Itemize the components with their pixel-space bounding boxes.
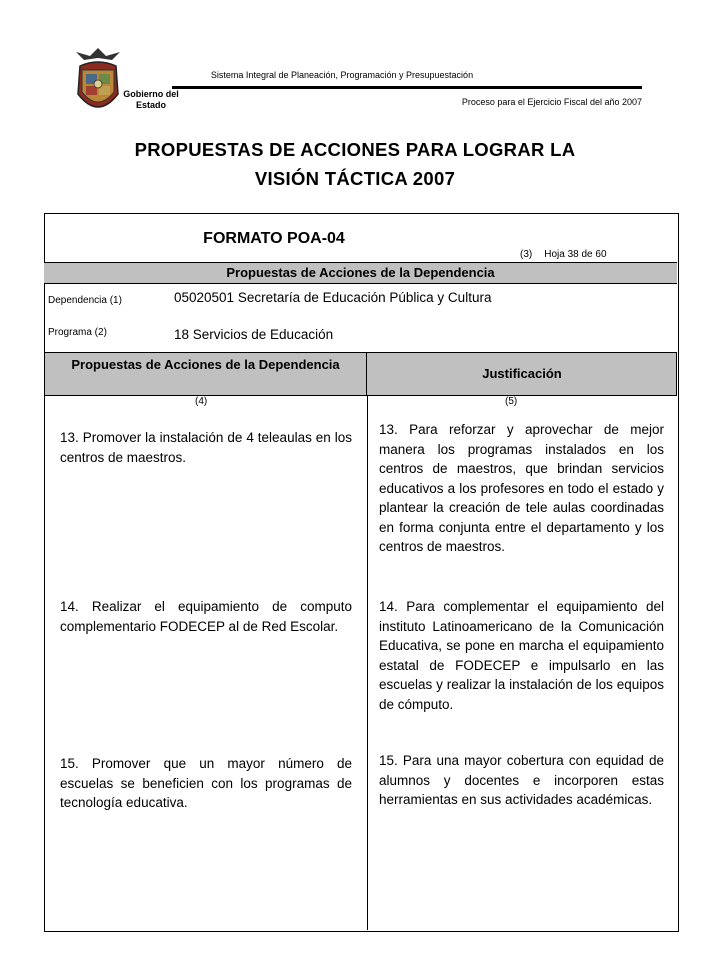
- justification-15: 15. Para una mayor cobertura con equidad de alumnos y docentes e incorporen estas herramientas en sus actividades académicas.: [379, 753, 664, 807]
- sheet-reference: (3): [520, 249, 533, 260]
- action-14: 14. Realizar el equipamiento de computo complementario FODECEP al de Red Escolar.: [60, 599, 352, 634]
- programa-value: 18 Servicios de Educación: [174, 327, 334, 342]
- process-label: Proceso para el Ejercicio Fiscal del año 2007: [461, 97, 642, 107]
- programa-label: Programa (2): [48, 327, 107, 338]
- table-header: [44, 352, 677, 396]
- state-coat-of-arms-logo: [68, 44, 128, 124]
- justification-14: 14. Para complementar el equipamiento del instituto Latinoamericano de la Comunicación Educativa, se pone en marcha el equipamiento estatal de FODECEP e impulsarlo en las escuelas y realizar la instalación de los equipos de cómputo.: [379, 599, 664, 712]
- form-frame: [44, 213, 679, 932]
- government-label: Gobierno del Estado: [123, 89, 179, 110]
- dependencia-label: Dependencia (1): [48, 295, 122, 306]
- dependencia-value: 05020501 Secretaría de Educación Pública y Cultura: [174, 290, 492, 305]
- justification-13: 13. Para reforzar y aprovechar de mejor manera los programas instalados en los centros de maestros, que brindan servicios educativos a los profesores en todo el estado y plantear la creación de tele aulas coordinadas en forma conjunta entre el departamento y los centros de maestros.: [379, 422, 664, 554]
- document-title-line-1: PROPUESTAS DE ACCIONES PARA LOGRAR LA: [134, 139, 576, 160]
- column-number-actions: (4): [195, 396, 208, 407]
- section-title: Propuestas de Acciones de la Dependencia: [44, 262, 677, 284]
- action-15: 15. Promover que un mayor número de escuelas se beneficien con los programas de tecnología educativa.: [60, 756, 352, 810]
- sheet-label: Hoja 38 de 60: [544, 249, 607, 260]
- column-number-justification: (5): [505, 396, 518, 407]
- column-header-actions: Propuestas de Acciones de la Dependencia: [45, 353, 367, 395]
- system-name: Sistema Integral de Planeación, Programación y Presupuestación: [210, 70, 474, 80]
- sheet-indicator: [520, 249, 670, 260]
- column-header-justification: Justificación: [482, 366, 562, 381]
- header-rule: [172, 86, 642, 89]
- document-title-line-2: VISIÓN TÁCTICA 2007: [254, 168, 456, 189]
- action-13: 13. Promover la instalación de 4 teleaulas en los centros de maestros.: [60, 430, 352, 465]
- form-name: FORMATO POA-04: [203, 230, 345, 247]
- column-divider: [367, 395, 368, 930]
